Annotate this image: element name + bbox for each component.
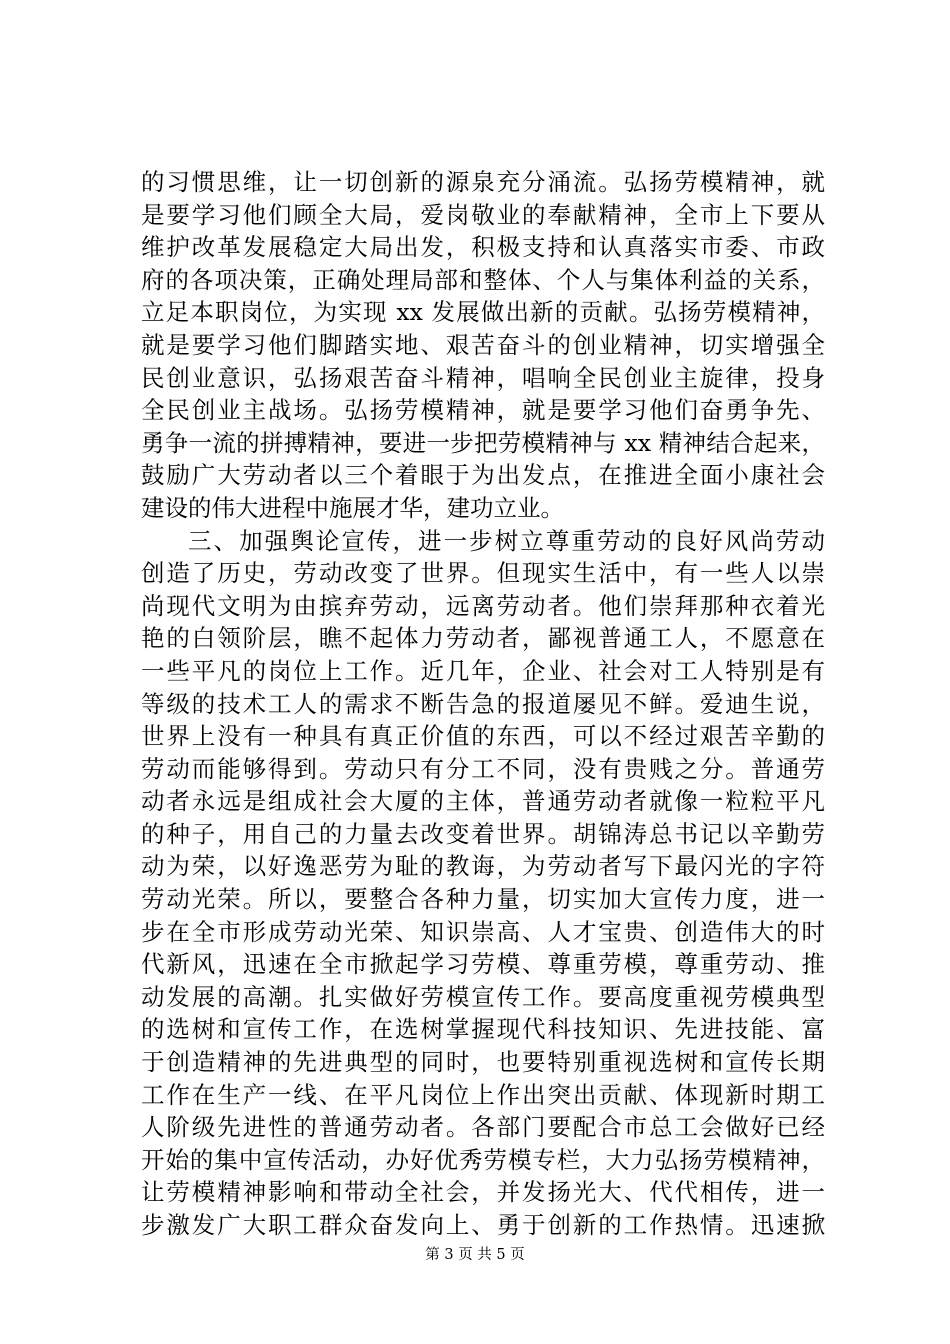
text-line: 是要学习他们顾全大局，爱岗敬业的奉献精神，全市上下要从 bbox=[141, 200, 825, 229]
text-line: 步激发广大职工群众奋发向上、勇于创新的工作热情。迅速掀 bbox=[141, 1211, 825, 1239]
text-line: 创造了历史，劳动改变了世界。但现实生活中，有一些人以崇 bbox=[141, 559, 825, 588]
text-line: 的选树和宣传工作，在选树掌握现代科技知识、先进技能、富 bbox=[141, 1015, 825, 1044]
text-line: 人阶级先进性的普通劳动者。各部门要配合市总工会做好已经 bbox=[141, 1113, 825, 1142]
text-line: 于创造精神的先进典型的同时，也要特别重视选树和宣传长期 bbox=[141, 1048, 825, 1077]
text-line: 府的各项决策，正确处理局部和整体、个人与集体利益的关系， bbox=[141, 265, 825, 294]
text-line: 代新风，迅速在全市掀起学习劳模、尊重劳模，尊重劳动、推 bbox=[141, 950, 825, 979]
text-line: 艳的白领阶层，瞧不起体力劳动者，鄙视普通工人，不愿意在 bbox=[141, 624, 825, 653]
section-heading-line: 三、加强舆论宣传，进一步树立尊重劳动的良好风尚劳动 bbox=[188, 526, 825, 555]
text-line: 世界上没有一种具有真正价值的东西，可以不经过艰苦辛勤的 bbox=[141, 722, 825, 751]
text-line: 维护改革发展稳定大局出发，积极支持和认真落实市委、市政 bbox=[141, 233, 825, 262]
text-line: 一些平凡的岗位上工作。近几年，企业、社会对工人特别是有 bbox=[141, 656, 825, 685]
text-line: 的种子，用自己的力量去改变着世界。胡锦涛总书记以辛勤劳 bbox=[141, 819, 825, 848]
text-line: 工作在生产一线、在平凡岗位上作出突出贡献、体现新时期工 bbox=[141, 1080, 825, 1109]
text-line: 勇争一流的拼搏精神，要进一步把劳模精神与 xx 精神结合起来， bbox=[141, 428, 825, 457]
text-line: 动为荣，以好逸恶劳为耻的教诲，为劳动者写下最闪光的字符 bbox=[141, 852, 825, 881]
text-line: 步在全市形成劳动光荣、知识崇高、人才宝贵、创造伟大的时 bbox=[141, 917, 825, 946]
text-line: 全民创业主战场。弘扬劳模精神，就是要学习他们奋勇争先、 bbox=[141, 396, 825, 425]
page-number-footer: 第 3 页 共 5 页 bbox=[425, 1247, 525, 1263]
text-line: 鼓励广大劳动者以三个着眼于为出发点，在推进全面小康社会 bbox=[141, 461, 825, 490]
text-line: 动者永远是组成社会大厦的主体，普通劳动者就像一粒粒平凡 bbox=[141, 787, 825, 816]
text-line: 就是要学习他们脚踏实地、艰苦奋斗的创业精神，切实增强全 bbox=[141, 330, 825, 359]
text-line: 等级的技术工人的需求不断告急的报道屡见不鲜。爱迪生说， bbox=[141, 689, 825, 718]
paragraph-end-line: 建设的伟大进程中施展才华，建功立业。 bbox=[141, 493, 564, 522]
text-line: 开始的集中宣传活动，办好优秀劳模专栏，大力弘扬劳模精神， bbox=[141, 1145, 825, 1174]
text-line: 让劳模精神影响和带动全社会，并发扬光大、代代相传，进一 bbox=[141, 1178, 825, 1207]
text-line: 立足本职岗位，为实现 xx 发展做出新的贡献。弘扬劳模精神， bbox=[141, 298, 825, 327]
text-line: 尚现代文明为由摈弃劳动，远离劳动者。他们崇拜那种衣着光 bbox=[141, 591, 825, 620]
document-body bbox=[141, 166, 825, 1242]
text-line: 民创业意识，弘扬艰苦奋斗精神，唱响全民创业主旋律，投身 bbox=[141, 363, 825, 392]
text-line: 动发展的高潮。扎实做好劳模宣传工作。要高度重视劳模典型 bbox=[141, 982, 825, 1011]
text-line: 劳动光荣。所以，要整合各种力量，切实加大宣传力度，进一 bbox=[141, 885, 825, 914]
text-line: 劳动而能够得到。劳动只有分工不同，没有贵贱之分。普通劳 bbox=[141, 754, 825, 783]
text-line: 的习惯思维，让一切创新的源泉充分涌流。弘扬劳模精神，就 bbox=[141, 168, 825, 196]
